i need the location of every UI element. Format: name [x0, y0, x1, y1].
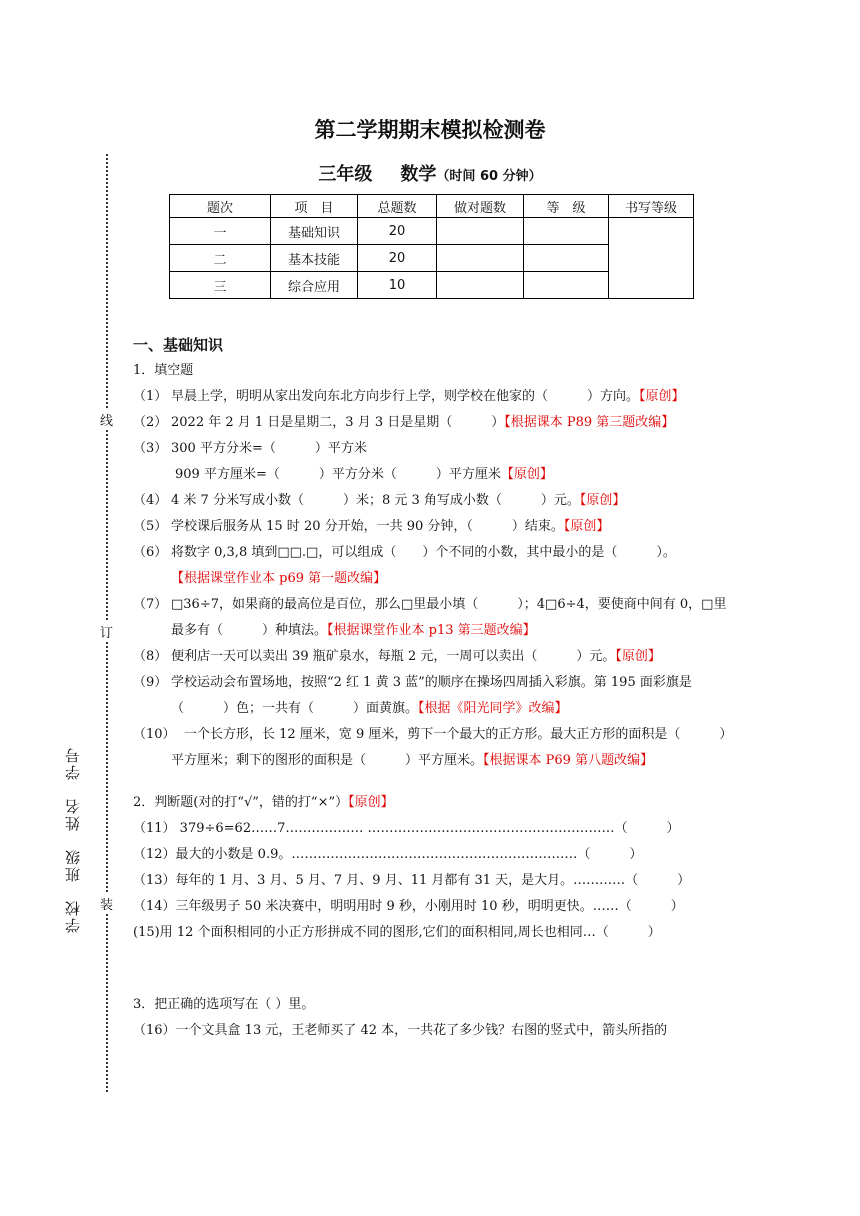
- judge-11: （11） 379÷6=62……7……………… …………………………………………………（ ）: [133, 821, 680, 836]
- page-title: 第二学期期末模拟检测卷: [314, 118, 546, 142]
- question-number: （3）: [133, 441, 168, 456]
- source-tag: 【根据课堂作业本 p13 第三题改编】: [327, 623, 536, 638]
- source-tag: 【原创】: [639, 389, 685, 404]
- question-2: [133, 410, 733, 436]
- question-5: [133, 514, 733, 540]
- binding-char-ding: 订: [100, 622, 113, 641]
- question-16: （16）一个文具盒 13 元，王老师买了 42 本，一共花了多少钱？右图的竖式中，箭头所指的: [133, 1023, 668, 1038]
- table-cell-blank[interactable]: [524, 272, 609, 299]
- table-cell-blank[interactable]: [437, 272, 524, 299]
- part-title: 1．填空题: [133, 363, 194, 378]
- table-cell: 一: [170, 218, 271, 245]
- question-text: 学校运动会布置场地，按照“2 红 1 黄 3 蓝”的顺序在操场四周插入彩旗。第 195 面彩旗是（ ）色；一共有（ ）面黄旗。: [171, 675, 692, 716]
- source-tag: 【根据《阳光同学》改编】: [418, 701, 568, 716]
- question-number: （7）: [133, 597, 168, 612]
- subtitle: [0, 160, 860, 186]
- header-cell: 项 目: [271, 195, 358, 218]
- table-cell-blank[interactable]: [524, 245, 609, 272]
- source-tag: 【根据课本 P69 第八题改编】: [483, 753, 654, 768]
- question-text: 便利店一天可以卖出 39 瓶矿泉水，每瓶 2 元，一周可以卖出（ ）元。: [171, 649, 616, 664]
- question-1: [133, 384, 733, 410]
- question-text: 2022 年 2 月 1 日是星期二，3 月 3 日是星期（ ）: [171, 415, 505, 430]
- table-cell: 20: [358, 245, 437, 272]
- table-cell: 三: [170, 272, 271, 299]
- question-number: （6）: [133, 545, 168, 560]
- writing-grade-cell[interactable]: [609, 218, 694, 299]
- question-3: [133, 436, 733, 462]
- question-10: [133, 722, 733, 774]
- table-cell: 二: [170, 245, 271, 272]
- question-text: 早晨上学，明明从家出发向东北方向步行上学，则学校在他家的（ ）方向。: [171, 389, 640, 404]
- part-title: 3．把正确的选项写在（ ）里。: [133, 997, 315, 1012]
- question-text: 将数字 0,3,8 填到□□.□，可以组成（ ）个不同的小数，其中最小的是（ ）。: [171, 545, 676, 560]
- question-number: （2）: [133, 415, 168, 430]
- header-cell: 等 级: [524, 195, 609, 218]
- table-cell: 基础知识: [271, 218, 358, 245]
- source-tag: 【原创】: [348, 795, 394, 810]
- question-number: （4）: [133, 493, 168, 508]
- table-cell-blank[interactable]: [524, 218, 609, 245]
- judge-14: （14）三年级男子 50 米决赛中，明明用时 9 秒，小刚用时 10 秒，明明更快。……（ ）: [133, 899, 684, 914]
- question-text: 学校课后服务从 15 时 20 分开始，一共 90 分钟，（ ）结束。: [171, 519, 564, 534]
- question-7: [133, 592, 733, 644]
- question-text: 300 平方分米=（ ）平方米: [171, 441, 367, 456]
- judge-13: （13）每年的 1 月、3 月、5 月、7 月、9 月、11 月都有 31 天，是大月。…………（ ）: [133, 873, 691, 888]
- header-cell: 书写等级: [609, 195, 694, 218]
- question-number: （8）: [133, 649, 168, 664]
- part-title-text: 2．判断题(对的打“√”，错的打“×”）: [133, 795, 349, 810]
- source-tag: 【根据课堂作业本 p69 第一题改编】: [171, 571, 387, 586]
- question-number: （9）: [133, 675, 168, 690]
- exam-content: [133, 330, 733, 1044]
- table-cell-blank[interactable]: [437, 218, 524, 245]
- judge-15: (15)用 12 个面积相同的小正方形拼成不同的图形,它们的面积相同,周长也相同…（ ）: [133, 925, 661, 940]
- source-tag: 【原创】: [579, 493, 626, 508]
- time-limit: （时间 60 分钟）: [436, 169, 542, 184]
- source-tag: 【原创】: [563, 519, 610, 534]
- question-3-line2: [133, 462, 733, 488]
- question-number: （1）: [133, 389, 168, 404]
- table-cell: 综合应用: [271, 272, 358, 299]
- header-cell: 题次: [170, 195, 271, 218]
- grade: 三年级: [318, 164, 373, 185]
- question-number: （10）: [133, 727, 176, 742]
- question-text: 一个长方形，长 12 厘米，宽 9 厘米，剪下一个最大的正方形。最大正方形的面积是（ ）平方厘米；剩下的图形的面积是（ ）平方厘米。: [171, 727, 733, 768]
- source-tag: 【原创】: [615, 649, 661, 664]
- binding-char-zhuang: 装: [100, 894, 113, 913]
- question-9: [133, 670, 733, 722]
- table-cell-blank[interactable]: [437, 245, 524, 272]
- score-table-header: [170, 195, 694, 218]
- section-title: 一、基础知识: [133, 336, 224, 354]
- table-cell: 10: [358, 272, 437, 299]
- question-8: [133, 644, 733, 670]
- source-tag: 【原创】: [500, 467, 553, 482]
- score-table: [169, 194, 694, 299]
- table-row: [170, 218, 694, 245]
- table-cell: 20: [358, 218, 437, 245]
- source-tag: 【根据课本 P89 第三题改编】: [504, 415, 675, 430]
- header-cell: 做对题数: [437, 195, 524, 218]
- question-6: [133, 540, 733, 592]
- table-cell: 基本技能: [271, 245, 358, 272]
- header-cell: 总题数: [358, 195, 437, 218]
- judge-12: （12）最大的小数是 0.9。…………………………………………………………（ ）: [133, 847, 643, 862]
- part-title: [133, 790, 733, 816]
- question-text: 4 米 7 分米写成小数（ ）米；8 元 3 角写成小数（ ）元。: [171, 493, 580, 508]
- question-text: □36÷7，如果商的最高位是百位，那么□里最小填（ ）；4□6÷4，要使商中间有 0，□里最多有（ ）种填法。: [171, 597, 727, 638]
- question-number: （5）: [133, 519, 168, 534]
- question-text: 909 平方厘米=（ ）平方分米（ ）平方厘米: [175, 467, 501, 482]
- binding-char-xian: 线: [100, 410, 113, 429]
- student-info-fields: 学校 班级 姓名 学号: [64, 746, 82, 933]
- subject: 数学: [400, 164, 437, 185]
- question-4: [133, 488, 733, 514]
